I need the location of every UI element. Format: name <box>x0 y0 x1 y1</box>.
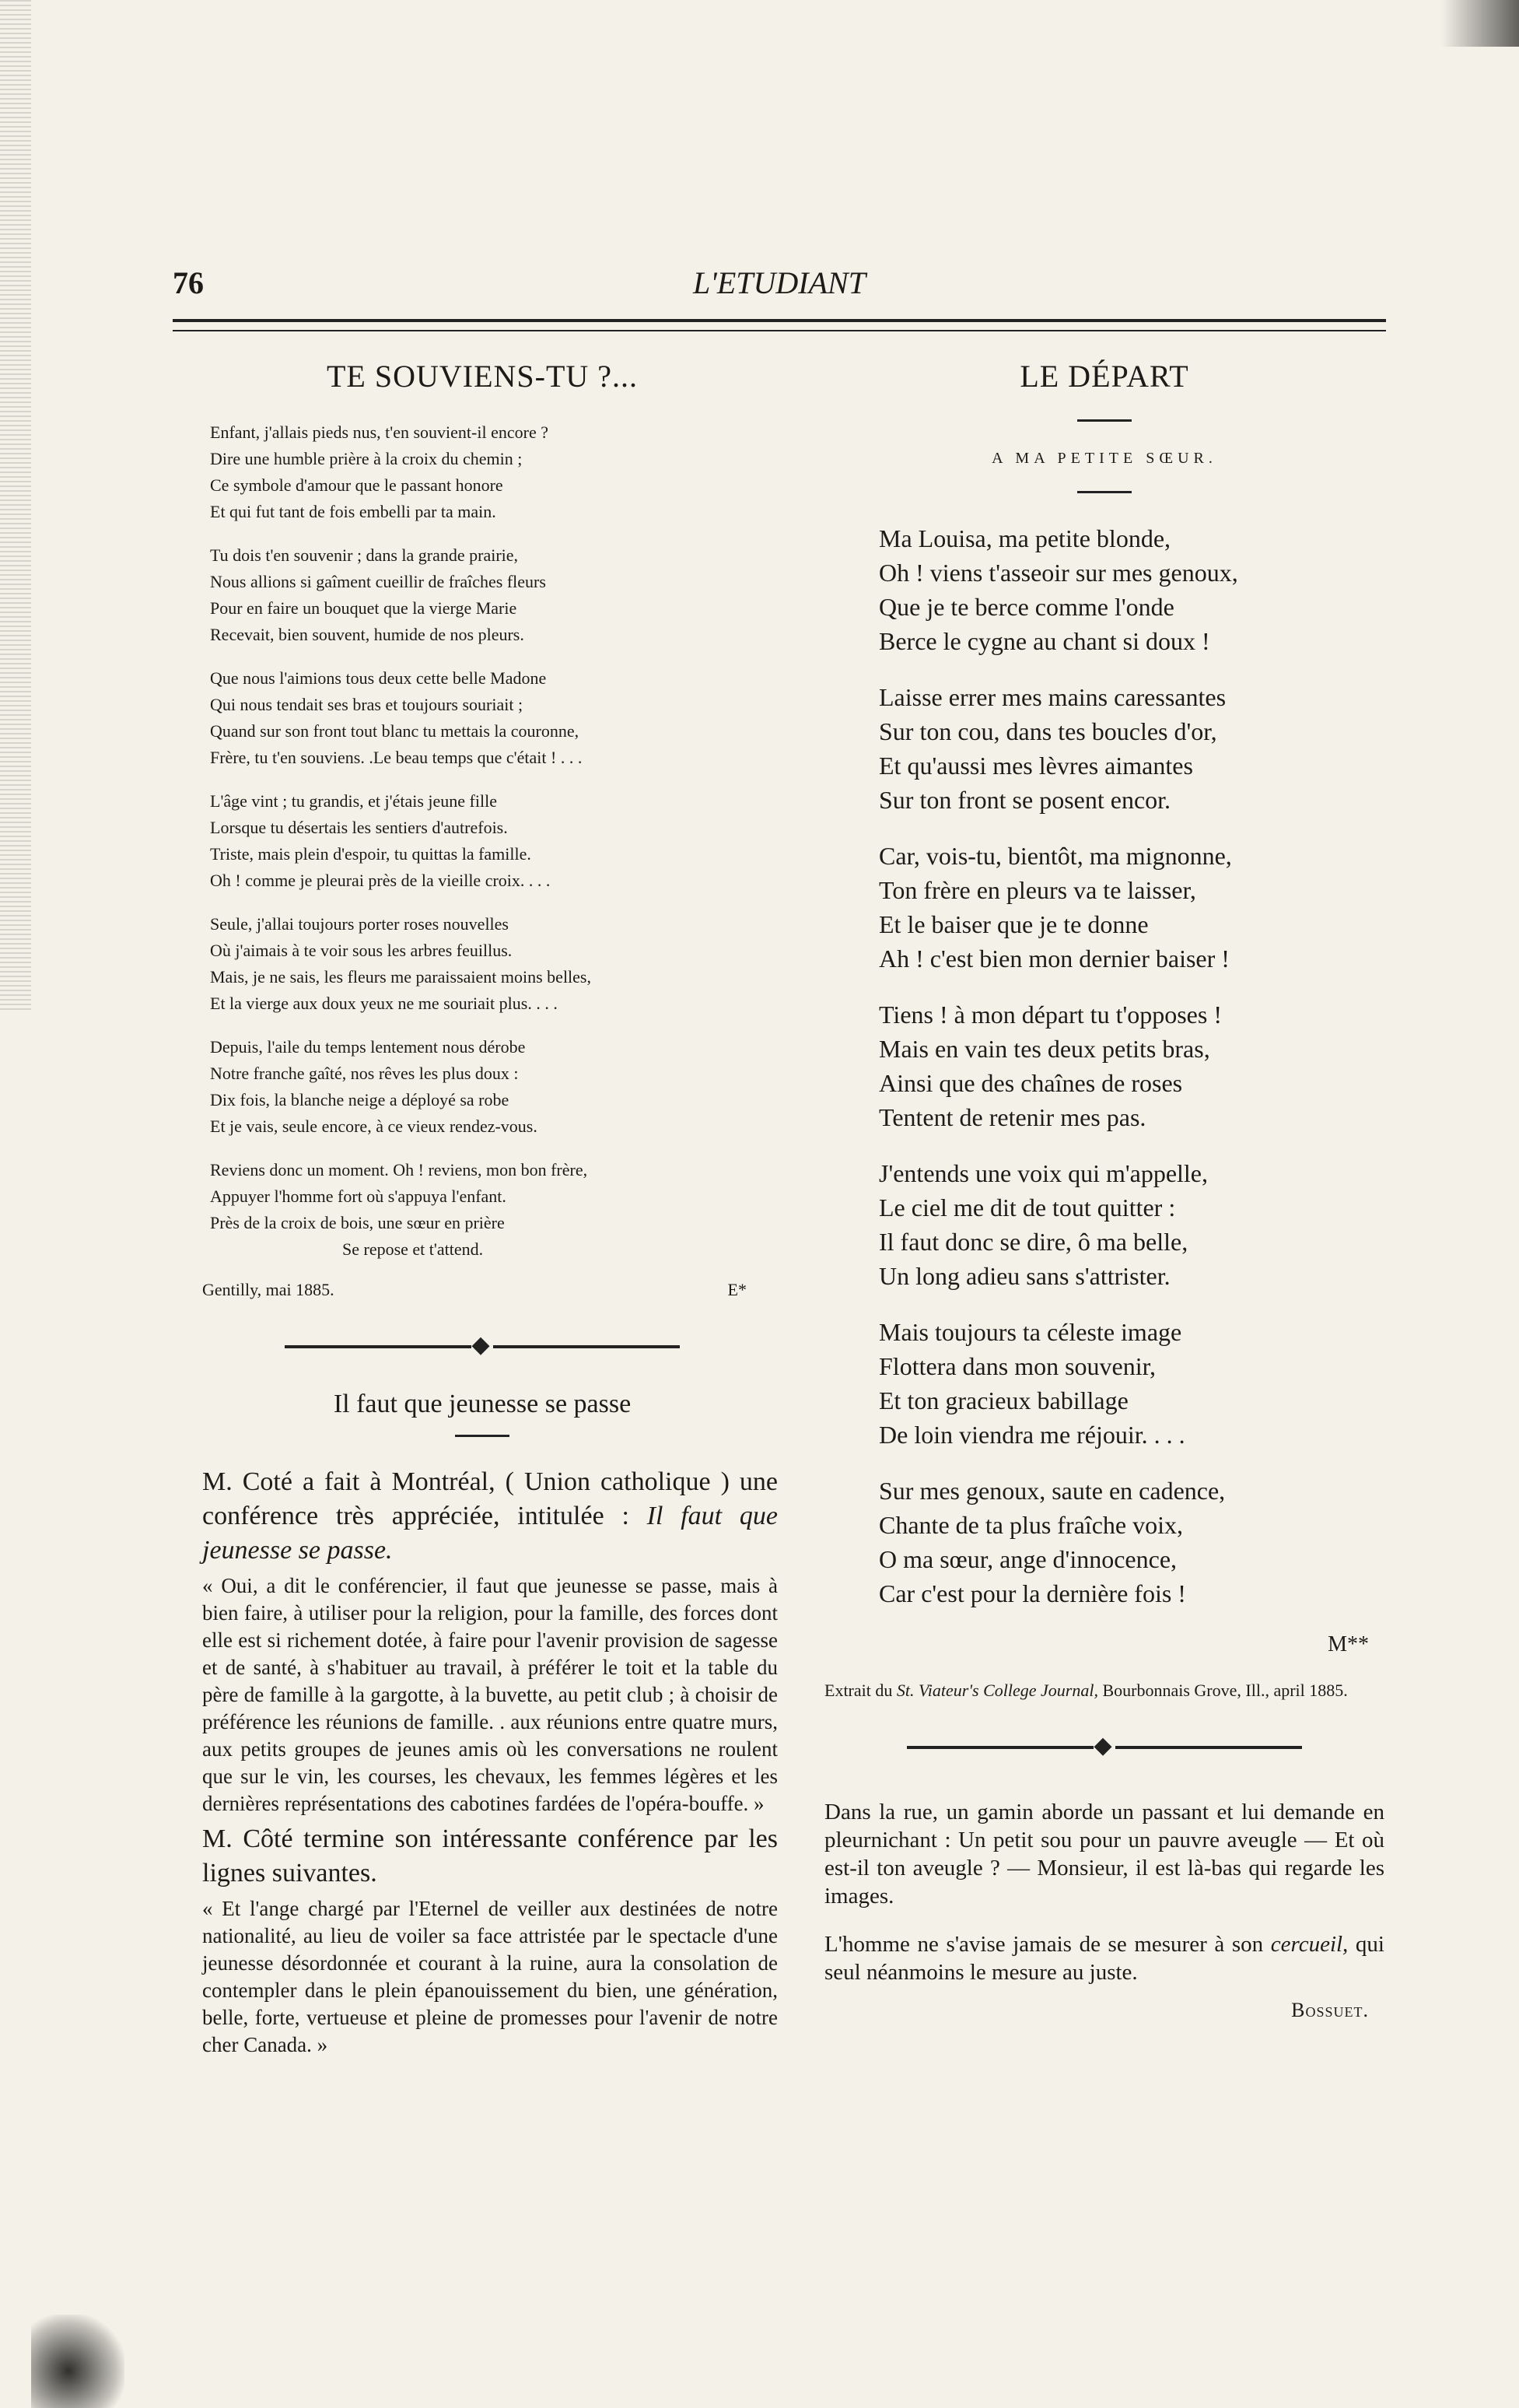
title-rule <box>455 1435 509 1437</box>
verse-line: Mais en vain tes deux petits bras, <box>879 1035 1210 1063</box>
source-credit <box>809 1673 1400 1701</box>
maxim-author: Bossuet. <box>1291 1999 1369 2021</box>
verse-line: Ton frère en pleurs va te laisser, <box>879 876 1196 904</box>
verse-line: Tentent de retenir mes pas. <box>879 1103 1146 1131</box>
poem-signoff <box>187 1280 778 1300</box>
verse-line: Chante de ta plus fraîche voix, <box>879 1511 1183 1539</box>
verse-line: Pour en faire un bouquet que la vierge Marie <box>210 598 517 618</box>
article-lead <box>187 1465 778 1568</box>
section-ornament: ◆ <box>187 1331 778 1358</box>
stanza <box>187 788 778 894</box>
stanza <box>187 419 778 525</box>
article-lead-2: M. Côté termine son intéressante conférence par les lignes suivantes. <box>202 1824 778 1887</box>
verse-line: Un long adieu sans s'attrister. <box>879 1262 1171 1290</box>
stanza <box>809 1315 1400 1452</box>
verse-line: Qui nous tendait ses bras et toujours souriait ; <box>210 695 523 714</box>
header-rule <box>173 319 1386 331</box>
verse-line: Sur ton front se posent encor. <box>879 786 1171 814</box>
verse-line: J'entends une voix qui m'appelle, <box>879 1159 1208 1187</box>
verse-line: Que nous l'aimions tous deux cette belle Madone <box>210 668 547 688</box>
stanza <box>809 1474 1400 1611</box>
verse-line: Seule, j'allai toujours porter roses nouvelles <box>210 914 509 934</box>
verse-line: Nous allions si gaîment cueillir de fraîches fleurs <box>210 572 546 591</box>
verse-line: Ah ! c'est bien mon dernier baiser ! <box>879 945 1230 973</box>
credit-journal: St. Viateur's College Journal, <box>896 1681 1098 1700</box>
lead-title-italic: Il faut que jeunesse se passe. <box>202 1502 778 1565</box>
poem-title-depart: LE DÉPART <box>1020 359 1189 394</box>
stanza <box>809 1156 1400 1293</box>
verse-line: Flottera dans mon souvenir, <box>879 1352 1156 1380</box>
verse-line: Il faut donc se dire, ô ma belle, <box>879 1228 1188 1256</box>
article-quote-2: « Et l'ange chargé par l'Eternel de veiller aux destinées de notre nationalité, au lieu de voiler sa face attristée par le spectacle d'une jeunesse désordonnée et courant à la ruine, aura la consolation de contempler dans le plein épanouissement du bien, une génération, belle, forte, vertueuse et pleine de promesses pour l'avenir de notre cher Canada. » <box>202 1897 778 2056</box>
verse-line: Mais toujours ta céleste image <box>879 1318 1182 1346</box>
poem-title-souviens: TE SOUVIENS-TU ?... <box>326 359 639 394</box>
verse-line: Laisse errer mes mains caressantes <box>879 683 1227 711</box>
verse-line: Oh ! comme je pleurai près de la vieille croix. . . . <box>210 871 551 890</box>
poem-signature: E* <box>727 1280 747 1299</box>
verse-line: Reviens donc un moment. Oh ! reviens, mon bon frère, <box>210 1160 588 1179</box>
stanza <box>187 911 778 1017</box>
article-title: Il faut que jeunesse se passe <box>333 1390 632 1418</box>
verse-line: Se repose et t'attend. <box>342 1239 484 1259</box>
verse-line: Et je vais, seule encore, à ce vieux rendez-vous. <box>210 1116 537 1136</box>
verse-line: Berce le cygne au chant si doux ! <box>879 627 1210 655</box>
stanza <box>187 665 778 771</box>
verse-line: Le ciel me dit de tout quitter : <box>879 1193 1176 1222</box>
maxim-paragraph <box>809 1923 1400 1999</box>
verse-line: Tu dois t'en souvenir ; dans la grande prairie, <box>210 545 519 565</box>
verse-line: Et qui fut tant de fois embelli par ta main. <box>210 502 496 521</box>
maxim-text: L'homme ne s'avise jamais de se mesurer à son <box>824 1932 1271 1957</box>
page-number: 76 <box>173 265 204 300</box>
verse-line: Frère, tu t'en souviens. .Le beau temps que c'était ! . . . <box>210 748 583 767</box>
verse-line: Près de la croix de bois, une sœur en prière <box>210 1213 505 1232</box>
verse-line: Sur ton cou, dans tes boucles d'or, <box>879 717 1217 745</box>
stanza <box>809 997 1400 1134</box>
verse-line: Ainsi que des chaînes de roses <box>879 1069 1183 1097</box>
verse-line: Car, vois-tu, bientôt, ma mignonne, <box>879 842 1232 870</box>
stanza <box>187 1157 778 1263</box>
verse-line: L'âge vint ; tu grandis, et j'étais jeune fille <box>210 791 497 811</box>
title-rule <box>1077 419 1132 422</box>
verse-line: Ma Louisa, ma petite blonde, <box>879 524 1171 552</box>
scan-corner-shadow <box>1441 0 1519 47</box>
stanza <box>809 839 1400 976</box>
verse-line: Et qu'aussi mes lèvres aimantes <box>879 752 1193 780</box>
title-rule <box>1077 491 1132 493</box>
journal-title: L'ETUDIANT <box>693 265 866 300</box>
credit-text: Extrait du <box>824 1681 897 1700</box>
verse-line: Que je te berce comme l'onde <box>879 593 1174 621</box>
verse-line: Dix fois, la blanche neige a déployé sa robe <box>210 1090 509 1109</box>
verse-line: Tiens ! à mon départ tu t'opposes ! <box>879 1001 1222 1029</box>
verse-line: Recevait, bien souvent, humide de nos pleurs. <box>210 625 524 644</box>
verse-line: Et ton gracieux babillage <box>879 1386 1129 1414</box>
verse-line: Car c'est pour la dernière fois ! <box>879 1579 1186 1607</box>
verse-line: Enfant, j'allais pieds nus, t'en souvient-il encore ? <box>210 422 548 442</box>
verse-line: Et le baiser que je te donne <box>879 910 1149 938</box>
verse-line: Et la vierge aux doux yeux ne me souriait plus. . . . <box>210 994 558 1013</box>
verse-line: Ce symbole d'amour que le passant honore <box>210 475 503 495</box>
verse-line: Sur mes genoux, saute en cadence, <box>879 1477 1226 1505</box>
stanza <box>809 521 1400 658</box>
page-header <box>173 265 1386 311</box>
verse-line: Dire une humble prière à la croix du chemin ; <box>210 449 523 468</box>
verse-line: Quand sur son front tout blanc tu mettais la couronne, <box>210 721 579 741</box>
verse-line: De loin viendra me réjouir. . . . <box>879 1421 1185 1449</box>
left-column <box>187 342 778 2063</box>
poem-signature: M** <box>1328 1632 1369 1656</box>
verse-line: Appuyer l'homme fort où s'appuya l'enfant. <box>210 1186 506 1206</box>
anecdote-paragraph: Dans la rue, un gamin aborde un passant et lui demande en pleurnichant : Un petit sou pour un pauvre aveugle — Et où est-il ton aveugle ? — Monsieur, il est là-bas qui regarde les images. <box>824 1800 1384 1909</box>
verse-line: Notre franche gaîté, nos rêves les plus doux : <box>210 1064 519 1083</box>
verse-line: O ma sœur, ange d'innocence, <box>879 1545 1178 1573</box>
scan-edge-shadow <box>0 0 31 1011</box>
maxim-italic: cercueil, <box>1270 1932 1349 1957</box>
stanza <box>809 680 1400 817</box>
place-date: Gentilly, mai 1885. <box>202 1280 334 1299</box>
right-column <box>809 342 1400 2022</box>
stanza <box>187 542 778 648</box>
verse-line: Lorsque tu désertais les sentiers d'autrefois. <box>210 818 508 837</box>
verse-line: Triste, mais plein d'espoir, tu quittas la famille. <box>210 844 531 864</box>
article-quote: « Oui, a dit le conférencier, il faut que jeunesse se passe, mais à bien faire, à utiliser pour la religion, pour la famille, des forces dont elle est si richement dotée, à faire pour l'avenir provision de sagesse et de santé, à s'habituer au travail, à préférer le toit et la table du père de famille à la gargotte, à la buvette, au petit club ; à choisir de préférence les réunions de famille. . aux réunions entre quatre murs, aux petits groupes de jeunes amis où les conversations ne roulent que sur le vin, les courses, les chevaux, les femmes légères et les dernières représentations des cabotines fardées de l'opéra-bouffe. » <box>202 1574 778 1815</box>
stanza <box>187 1034 778 1140</box>
verse-line: Depuis, l'aile du temps lentement nous dérobe <box>210 1037 526 1057</box>
lead-text: M. Coté a fait à Montréal, ( Union catholique ) une conférence très appréciée, intitulée : <box>202 1467 778 1530</box>
maxim-text: qui seul néanmoins le mesure au juste. <box>824 1932 1384 1985</box>
verse-line: Mais, je ne sais, les fleurs me paraissaient moins belles, <box>210 967 591 987</box>
poem-dedication: A MA PETITE SŒUR. <box>992 450 1217 467</box>
section-ornament: ◆ <box>809 1732 1400 1759</box>
verse-line: Oh ! viens t'asseoir sur mes genoux, <box>879 559 1238 587</box>
credit-text: Bourbonnais Grove, Ill., april 1885. <box>1097 1681 1348 1700</box>
verse-line: Où j'aimais à te voir sous les arbres feuillus. <box>210 941 513 960</box>
scan-blot <box>31 2315 124 2408</box>
